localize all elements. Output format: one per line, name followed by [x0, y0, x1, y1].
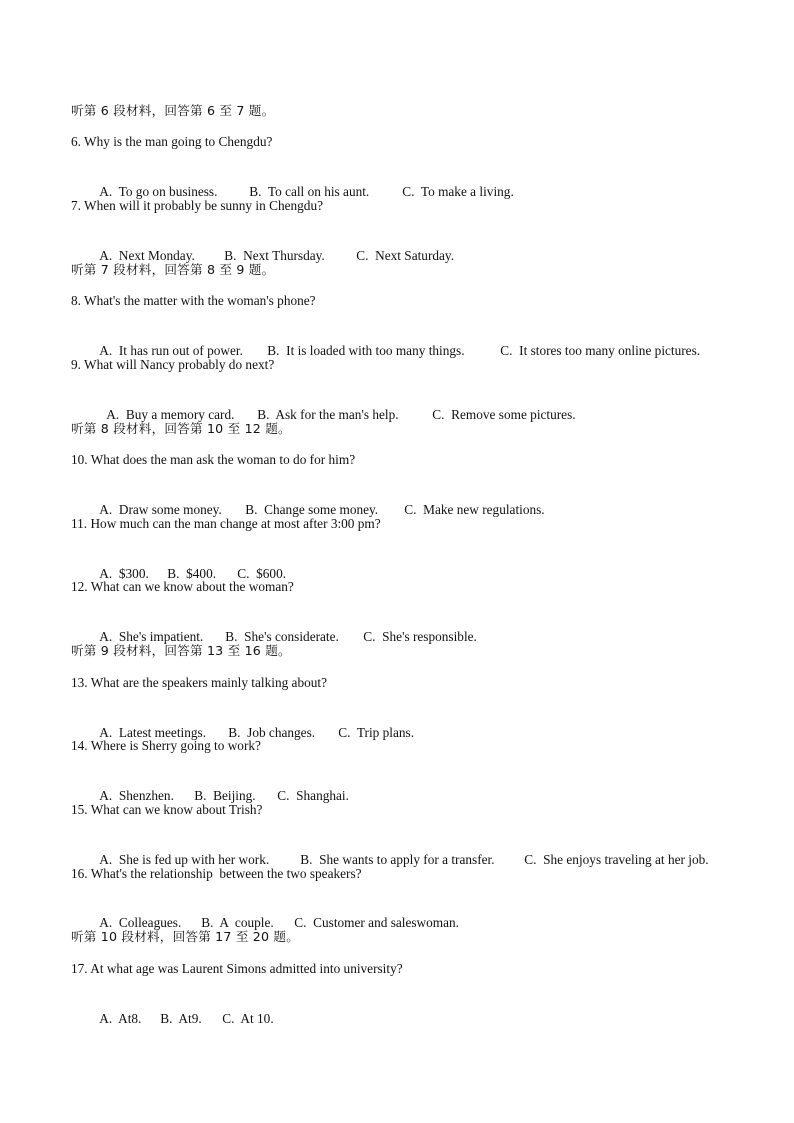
section-heading: 听第 8 段材料，回答第 10 至 12 题。 [71, 421, 291, 436]
option-c: C. It stores too many online pictures. [500, 343, 701, 358]
question-7: 7. When will it probably be sunny in Chengdu? [71, 198, 323, 213]
section-heading: 听第 10 段材料，回答第 17 至 20 题。 [71, 929, 300, 944]
option-c: C. $600. [237, 566, 287, 581]
option-a: A. Draw some money. [99, 502, 222, 517]
option-a: A. Buy a memory card. [106, 407, 235, 422]
option-b: B. A couple. [201, 915, 274, 930]
question-10: 10. What does the man ask the woman to do for him? [71, 452, 356, 467]
option-b: B. At9. [160, 1011, 202, 1026]
option-c: C. Next Saturday. [356, 248, 455, 263]
option-b: B. Next Thursday. [224, 248, 325, 263]
section-heading: 听第 6 段材料，回答第 6 至 7 题。 [71, 103, 275, 118]
option-c: C. Customer and saleswoman. [294, 915, 460, 930]
option-b: B. To call on his aunt. [249, 184, 370, 199]
option-b: B. Job changes. [228, 725, 316, 740]
option-c: C. She's responsible. [363, 629, 477, 644]
options-row [86, 992, 274, 1046]
question-16: 16. What's the relationship between the two speakers? [71, 866, 362, 881]
option-b: B. She's considerate. [225, 629, 339, 644]
question-9: 9. What will Nancy probably do next? [71, 357, 275, 372]
option-a: A. She is fed up with her work. [99, 852, 270, 867]
option-c: C. Trip plans. [338, 725, 415, 740]
option-b: B. It is loaded with too many things. [267, 343, 465, 358]
option-b: B. Ask for the man's help. [257, 407, 399, 422]
option-c: C. Remove some pictures. [432, 407, 576, 422]
option-c: C. To make a living. [402, 184, 514, 199]
section-heading: 听第 9 段材料，回答第 13 至 16 题。 [71, 643, 291, 658]
question-15: 15. What can we know about Trish? [71, 802, 263, 817]
option-a: A. $300. [99, 566, 149, 581]
option-a: A. Next Monday. [99, 248, 195, 263]
option-c: C. Shanghai. [277, 788, 349, 803]
option-c: C. Make new regulations. [404, 502, 545, 517]
option-c: C. She enjoys traveling at her job. [524, 852, 709, 867]
option-a: A. At8. [99, 1011, 142, 1026]
option-c: C. At 10. [222, 1011, 274, 1026]
question-6: 6. Why is the man going to Chengdu? [71, 134, 273, 149]
option-a: A. To go on business. [99, 184, 218, 199]
question-13: 13. What are the speakers mainly talking about? [71, 675, 328, 690]
section-heading: 听第 7 段材料，回答第 8 至 9 题。 [71, 262, 275, 277]
question-14: 14. Where is Sherry going to work? [71, 738, 261, 753]
question-11: 11. How much can the man change at most after 3:00 pm? [71, 516, 381, 531]
question-8: 8. What's the matter with the woman's phone? [71, 293, 316, 308]
question-12: 12. What can we know about the woman? [71, 579, 294, 594]
question-17: 17. At what age was Laurent Simons admitted into university? [71, 961, 403, 976]
option-a: A. Colleagues. [99, 915, 182, 930]
option-b: B. Change some money. [245, 502, 379, 517]
option-a: A. Shenzhen. [99, 788, 174, 803]
option-b: B. She wants to apply for a transfer. [300, 852, 495, 867]
option-a: A. Latest meetings. [99, 725, 207, 740]
option-a: A. It has run out of power. [99, 343, 243, 358]
option-b: B. Beijing. [194, 788, 256, 803]
option-b: B. $400. [167, 566, 217, 581]
option-a: A. She's impatient. [99, 629, 204, 644]
